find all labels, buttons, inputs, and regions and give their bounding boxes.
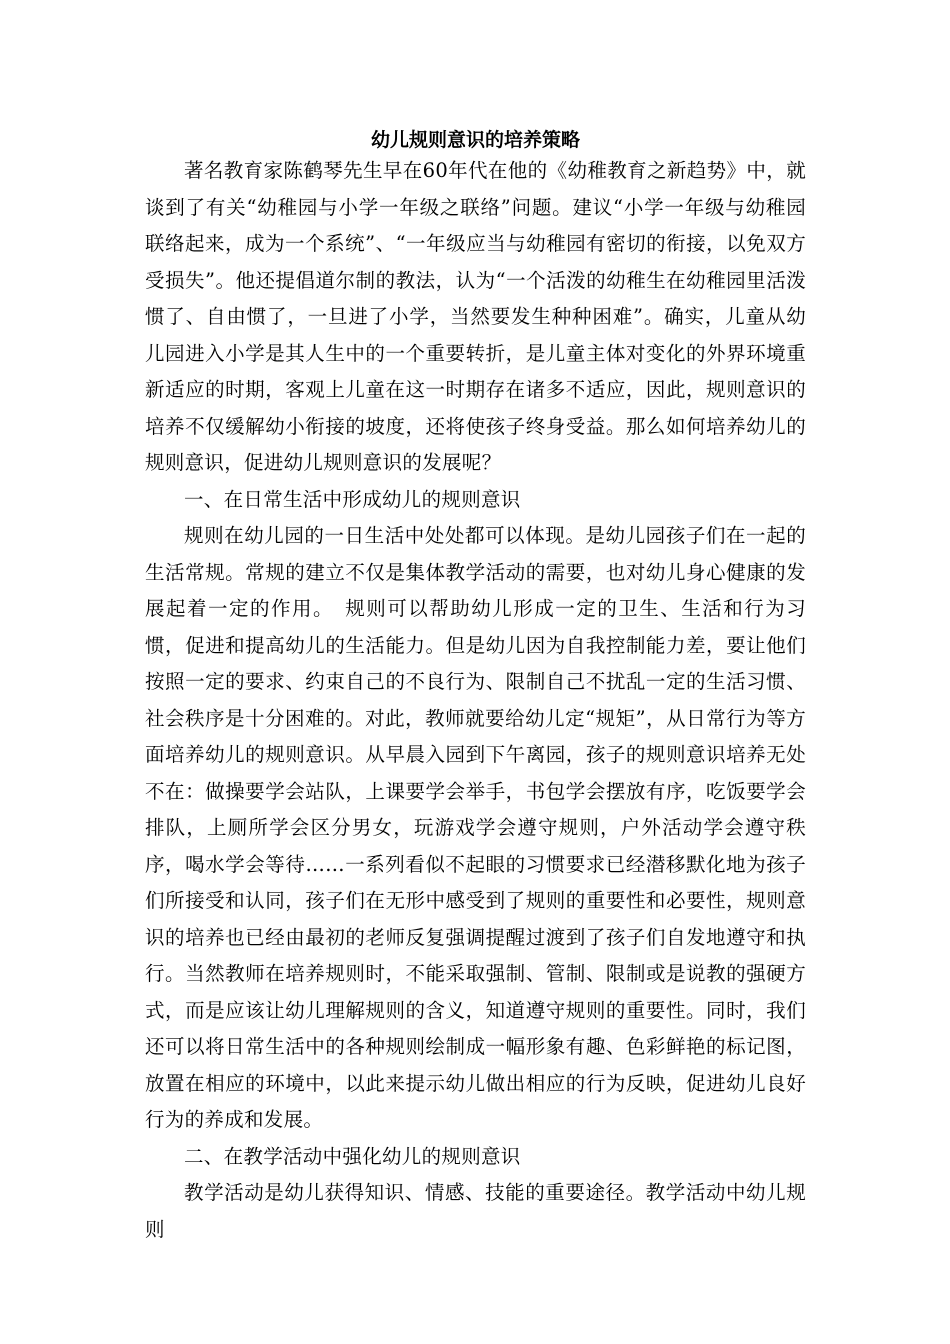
document-page xyxy=(145,127,806,1248)
document-title: 幼儿规则意识的培养策略 xyxy=(370,129,580,151)
section-heading-2: 二、在教学活动中强化幼儿的规则意识 xyxy=(184,1144,521,1168)
section-heading-1: 一、在日常生活中形成幼儿的规则意识 xyxy=(184,487,521,511)
paragraph-section-2: 教学活动是幼儿获得知识、情感、技能的重要途径。教学活动中幼儿规则 xyxy=(145,1181,806,1241)
paragraph-intro: 著名教育家陈鹤琴先生早在60年代在他的《幼稚教育之新趋势》中，就谈到了有关“幼稚园与小学一年级之联络”问题。建议“小学一年级与幼稚园联络起来，成为一个系统”、“一年级应当与幼稚园有密切的衔接，以免双方受损失”。他还提倡道尔制的教法，认为“一个活泼的幼稚生在幼稚园里活泼惯了、自由惯了，一旦进了小学，当然要发生种种困难”。确实，儿童从幼儿园进入小学是其人生中的一个重要转折，是儿童主体对变化的外界环境重新适应的时期，客观上儿童在这一时期存在诸多不适应，因此，规则意识的培养不仅缓解幼小衔接的坡度，还将使孩子终身受益。那么如何培养幼儿的规则意识，促进幼儿规则意识的发展呢？ xyxy=(145,159,806,474)
paragraph-section-1: 规则在幼儿园的一日生活中处处都可以体现。是幼儿园孩子们在一起的生活常规。常规的建立不仅是集体教学活动的需要，也对幼儿身心健康的发展起着一定的作用。 规则可以帮助幼儿形成一定的卫生、生活和行为习惯，促进和提高幼儿的生活能力。但是幼儿因为自我控制能力差，要让他们按照一定的要求、约束自己的不良行为、限制自己不扰乱一定的生活习惯、社会秩序是十分困难的。对此，教师就要给幼儿定“规矩”，从日常行为等方面培养幼儿的规则意识。从早晨入园到下午离园，孩子的规则意识培养无处不在：做操要学会站队，上课要学会举手，书包学会摆放有序，吃饭要学会排队，上厕所学会区分男女，玩游戏学会遵守规则，户外活动学会遵守秩序，喝水学会等待……一系列看似不起眼的习惯要求已经潜移默化地为孩子们所接受和认同，孩子们在无形中感受到了规则的重要性和必要性，规则意识的培养也已经由最初的老师反复强调提醒过渡到了孩子们自发地遵守和执行。当然教师在培养规则时，不能采取强制、管制、限制或是说教的强硬方式，而是应该让幼儿理解规则的含义，知道遵守规则的重要性。同时，我们还可以将日常生活中的各种规则绘制成一幅形象有趣、色彩鲜艳的标记图，放置在相应的环境中，以此来提示幼儿做出相应的行为反映，促进幼儿良好行为的养成和发展。 xyxy=(145,524,806,1131)
